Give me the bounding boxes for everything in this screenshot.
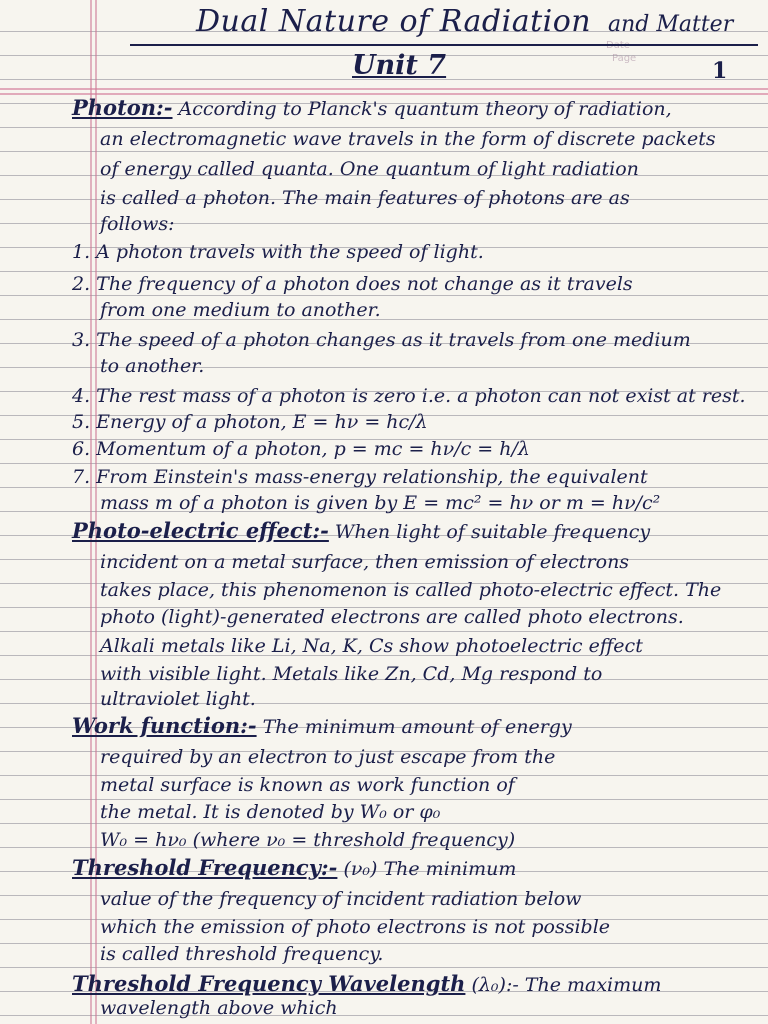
note-line xyxy=(100,662,760,686)
note-text: an electromagnetic wave travels in the form of discrete packets xyxy=(100,128,716,150)
note-line xyxy=(100,942,760,966)
note-text: 6. Momentum of a photon, p = mc = hν/c = h/λ xyxy=(72,438,530,460)
note-line xyxy=(100,605,760,629)
note-line xyxy=(100,828,760,852)
title-underline xyxy=(130,44,758,46)
note-text: is called threshold frequency. xyxy=(100,943,384,965)
note-line xyxy=(100,887,760,911)
note-line xyxy=(100,550,760,574)
note-text: which the emission of photo electrons is not possible xyxy=(100,916,611,938)
header-rule xyxy=(0,88,768,90)
note-text: the metal. It is denoted by W₀ or φ₀ xyxy=(100,801,441,823)
note-line xyxy=(100,127,760,151)
note-text: 4. The rest mass of a photon is zero i.e. a photon can not exist at rest. xyxy=(72,385,746,407)
note-text: 3. The speed of a photon changes as it travels from one medium xyxy=(72,329,691,351)
page-number: 1 xyxy=(712,58,728,84)
note-text: (ν₀) The minimum xyxy=(337,858,517,880)
note-line xyxy=(72,328,762,352)
note-line xyxy=(100,687,760,711)
section-line xyxy=(72,519,762,544)
page-title-suffix: and Matter xyxy=(608,12,734,37)
note-text: Alkali metals like Li, Na, K, Cs show photoelectric effect xyxy=(100,635,643,657)
note-text: (λ₀):- The maximum xyxy=(465,974,662,996)
note-line xyxy=(72,437,762,461)
section-heading: Threshold Frequency Wavelength xyxy=(72,971,466,996)
section-line xyxy=(72,856,762,881)
note-text: with visible light. Metals like Zn, Cd, Mg respond to xyxy=(100,663,603,685)
note-text: wavelength above which xyxy=(100,997,338,1019)
note-text: 7. From Einstein's mass-energy relationship, the equivalent xyxy=(72,466,648,488)
note-line xyxy=(100,800,760,824)
note-text: 5. Energy of a photon, E = hν = hc/λ xyxy=(72,411,428,433)
note-text: photo (light)-generated electrons are called photo electrons. xyxy=(100,606,684,628)
note-text: incident on a metal surface, then emission of electrons xyxy=(100,551,630,573)
note-line xyxy=(72,410,762,434)
note-text: When light of suitable frequency xyxy=(328,521,651,543)
section-line xyxy=(72,714,762,739)
note-text: required by an electron to just escape from the xyxy=(100,746,556,768)
note-line xyxy=(100,491,760,515)
note-text: metal surface is known as work function of xyxy=(100,774,515,796)
note-line xyxy=(72,272,762,296)
note-text: ultraviolet light. xyxy=(100,688,256,710)
note-text: The minimum amount of energy xyxy=(256,716,572,738)
note-line xyxy=(72,465,762,489)
note-text: According to Planck's quantum theory of radiation, xyxy=(172,98,672,120)
note-line xyxy=(100,298,760,322)
note-line xyxy=(100,915,760,939)
note-text: from one medium to another. xyxy=(100,299,381,321)
section-heading: Work function:- xyxy=(72,713,257,738)
note-line xyxy=(100,157,760,181)
note-line xyxy=(72,384,762,408)
page-title: Dual Nature of Radiation xyxy=(196,4,592,39)
note-text: mass m of a photon is given by E = mc² = hν or m = hν/c² xyxy=(100,492,661,514)
note-line xyxy=(100,745,760,769)
section-heading: Threshold Frequency:- xyxy=(72,855,338,880)
note-text: value of the frequency of incident radiation below xyxy=(100,888,582,910)
note-text: 1. A photon travels with the speed of light. xyxy=(72,241,484,263)
note-text: is called a photon. The main features of photons are as xyxy=(100,187,630,209)
section-line xyxy=(72,972,762,997)
note-text: W₀ = hν₀ (where ν₀ = threshold frequency) xyxy=(100,829,516,851)
unit-heading: Unit 7 xyxy=(352,50,447,81)
section-line xyxy=(72,96,762,121)
note-line xyxy=(100,996,760,1020)
note-text: takes place, this phenomenon is called photo-electric effect. The xyxy=(100,579,722,601)
note-text: 2. The frequency of a photon does not change as it travels xyxy=(72,273,633,295)
page-mark: Page xyxy=(612,53,637,64)
note-line xyxy=(100,186,760,210)
note-text: follows: xyxy=(100,213,175,235)
section-heading: Photon:- xyxy=(72,95,173,120)
note-line xyxy=(72,240,762,264)
note-line xyxy=(100,634,760,658)
note-text: of energy called quanta. One quantum of light radiation xyxy=(100,158,639,180)
note-line xyxy=(100,578,760,602)
note-text: to another. xyxy=(100,355,205,377)
note-line xyxy=(100,773,760,797)
note-line xyxy=(100,354,760,378)
section-heading: Photo-electric effect:- xyxy=(72,518,329,543)
note-line xyxy=(100,212,760,236)
